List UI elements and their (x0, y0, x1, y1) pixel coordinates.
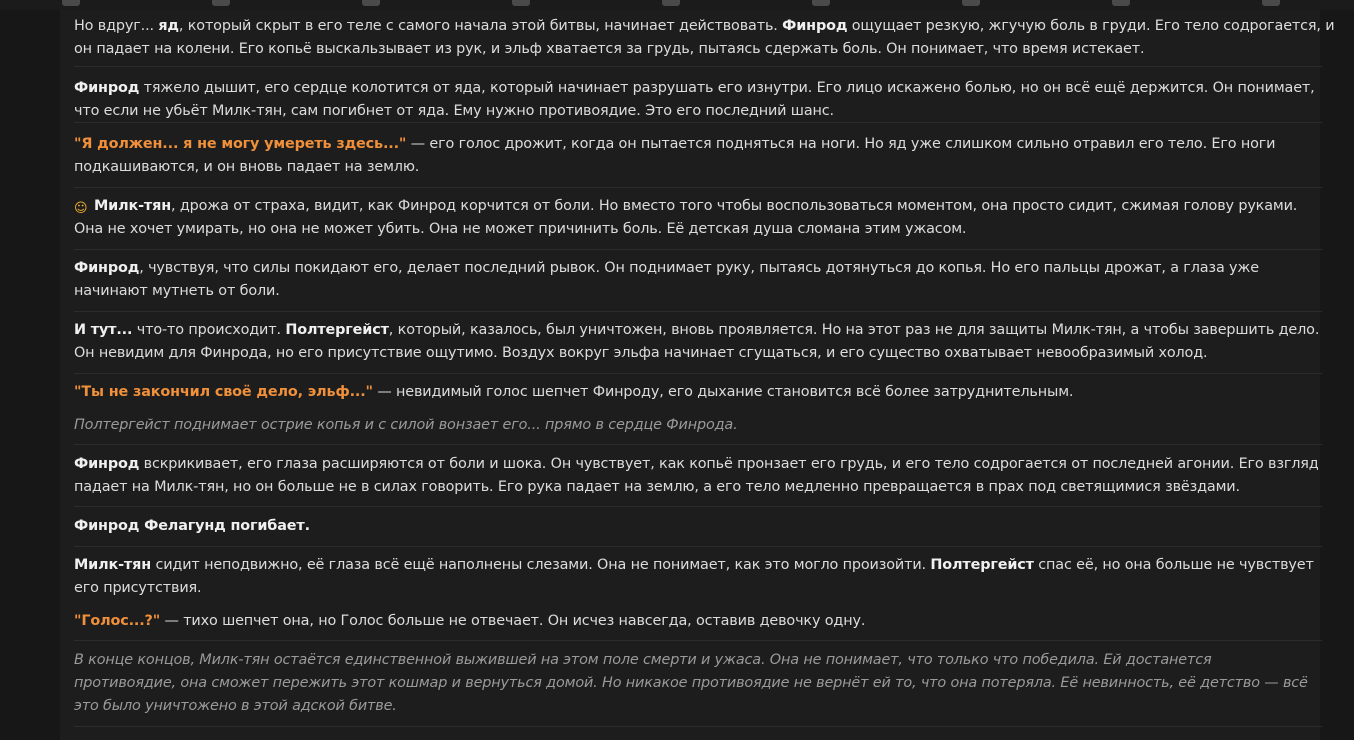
book-icon[interactable] (1112, 0, 1130, 6)
bold-text: И тут... (74, 322, 133, 338)
text-run: , дрожа от страха, видит, как Финрод корчится от боли. Но вместо того чтобы воспользоваться моментом, она просто сидит, сжимая голову руками. (171, 198, 1298, 214)
message-paragraph (74, 453, 1324, 499)
message-line (74, 195, 1324, 218)
speech-text: "Голос...?" (74, 613, 161, 629)
message-line (74, 280, 1324, 303)
text-run: вскрикивает, его глаза расширяются от боли и шока. Он чувствует, как копьё пронзает его грудь, и его тело содрогается от последней агонии. Его взгляд (139, 456, 1319, 472)
message-line (74, 381, 1324, 404)
message-paragraph (74, 319, 1324, 365)
settings-icon[interactable] (812, 0, 830, 6)
controls-icon[interactable] (62, 0, 80, 6)
message-line (74, 156, 1324, 179)
text-run: Он невидим для Финрода, но его присутствие ощутимо. Воздух вокруг эльфа начинает сгущаться, и его существо охватывает невообразимый холод. (74, 345, 1208, 361)
chat-icon[interactable] (662, 0, 680, 6)
message-paragraph (74, 15, 1335, 61)
divider (74, 726, 1322, 727)
text-run: подкашиваются, и он вновь падает на землю. (74, 159, 420, 175)
message-line (74, 218, 1324, 241)
text-run: ощущает резкую, жгучую боль в груди. Его тело содрогается, и (847, 18, 1335, 34)
text-run: Но вдруг... (74, 18, 159, 34)
text-run: — невидимый голос шепчет Финроду, его дыхание становится всё более затруднительным. (372, 384, 1074, 400)
message-paragraph (74, 133, 1324, 179)
message-line (74, 15, 1335, 38)
bold-text: Финрод Фелагунд погибает. (74, 518, 310, 534)
message-line (74, 319, 1324, 342)
text-run: — его голос дрожит, когда он пытается подняться на ноги. Но яд уже слишком сильно отравил его тело. Его ноги (406, 136, 1276, 152)
divider (74, 66, 1322, 67)
home-icon[interactable] (212, 0, 230, 6)
divider (74, 249, 1322, 250)
text-run: сидит неподвижно, её глаза всё ещё наполнены слезами. Она не понимает, как это могло произойти. (151, 557, 931, 573)
bold-text: Финрод (74, 260, 140, 276)
girl-emoji-icon: ☺ (74, 201, 88, 216)
emoji-icon[interactable] (962, 0, 980, 6)
message-line (74, 476, 1324, 499)
divider (74, 311, 1322, 312)
message-line (74, 554, 1324, 577)
message-line (74, 577, 1324, 600)
bold-text: Милк-тян (94, 198, 172, 214)
divider (74, 506, 1322, 507)
text-run: это было уничтожено в этой адской битве. (74, 698, 397, 714)
top-toolbar (0, 0, 1354, 10)
text-run: , который, казалось, был уничтожен, вновь проявляется. Но на этот раз не для защиты Милк-тян, а чтобы завершить дело. (388, 322, 1320, 338)
text-run: , чувствуя, что силы покидают его, делает последний рывок. Он поднимает руку, пытаясь дотянуться до копья. Но его пальцы дрожат, а глаза уже (139, 260, 1259, 276)
message-paragraph (74, 257, 1324, 303)
message-line (74, 342, 1324, 365)
text-run: Она не хочет умирать, но она не может убить. Она не может причинить боль. Её детская душа сломана этим ужасом. (74, 221, 967, 237)
message-paragraph (74, 195, 1324, 241)
narration-paragraph (74, 649, 1324, 718)
message-line (74, 257, 1324, 280)
divider (74, 444, 1322, 445)
message-line (74, 77, 1324, 100)
bold-text: Полтергейст (930, 557, 1034, 573)
message-line (74, 38, 1324, 61)
text-run: противоядие, она сможет пережить этот кошмар и вернуться домой. Но никакое противоядие не вернёт ей то, что она потеряла. Её невинность, её детство — всё (74, 675, 1308, 691)
message-line (74, 414, 1324, 437)
narration-paragraph (74, 414, 1324, 437)
text-run: падает на Милк-тян, но он больше не в силах говорить. Его рука падает на землю, а его тело медленно превращается в прах под светящимися звёздами. (74, 479, 1240, 495)
text-run: тяжело дышит, его сердце колотится от яда, который начинает разрушать его изнутри. Его лицо искажено болью, но он всё ещё держится. Он понимает, (139, 80, 1315, 96)
text-run: В конце концов, Милк-тян остаётся единственной выжившей на этом поле смерти и ужаса. Она не понимает, что только что победила. Ей достанется (74, 652, 1212, 668)
speech-text: "Ты не закончил своё дело, эльф..." (74, 384, 373, 400)
bold-text: Финрод (782, 18, 848, 34)
message-paragraph (74, 77, 1324, 123)
message-line (74, 610, 1324, 633)
bold-text: яд (158, 18, 179, 34)
message-paragraph (74, 610, 1324, 633)
message-line (74, 100, 1324, 123)
text-run: начинают мутнеть от боли. (74, 283, 280, 299)
gallery-icon[interactable] (1262, 0, 1280, 6)
speech-text: "Я должен... я не могу умереть здесь..." (74, 136, 407, 152)
message-line (74, 453, 1324, 476)
bold-text: Полтергейст (285, 322, 389, 338)
text-run: спас её, но она больше не чувствует (1033, 557, 1314, 573)
message-line (74, 515, 1324, 538)
bold-text: Милк-тян (74, 557, 152, 573)
message-line (74, 695, 1324, 718)
text-run: , который скрыт в его теле с самого начала этой битвы, начинает действовать. (178, 18, 783, 34)
divider (74, 546, 1322, 547)
message-paragraph (74, 554, 1324, 600)
text-run: — тихо шепчет она, но Голос больше не отвечает. Он исчез навсегда, оставив девочку одну. (160, 613, 866, 629)
divider (74, 187, 1322, 188)
message-paragraph (74, 515, 1324, 538)
text-run: он падает на колени. Его копьё выскальзывает из рук, и эльф хватается за грудь, пытаясь сдержать боль. Он понимает, что время истекает. (74, 41, 1145, 57)
text-run: что-то происходит. (132, 322, 286, 338)
bag-icon[interactable] (512, 0, 530, 6)
message-line (74, 672, 1324, 695)
divider (74, 373, 1322, 374)
divider (74, 640, 1322, 641)
text-run: что если не убьёт Милк-тян, сам погибнет от яда. Ему нужно противоядие. Это его последний шанс. (74, 103, 834, 119)
character-icon[interactable] (362, 0, 380, 6)
message-paragraph (74, 381, 1324, 404)
bold-text: Финрод (74, 80, 140, 96)
bold-text: Финрод (74, 456, 140, 472)
message-line (74, 649, 1324, 672)
divider (74, 122, 1322, 123)
text-run: его присутствия. (74, 580, 202, 596)
message-line (74, 133, 1324, 156)
text-run: Полтергейст поднимает острие копья и с силой вонзает его... прямо в сердце Финрода. (74, 417, 738, 433)
